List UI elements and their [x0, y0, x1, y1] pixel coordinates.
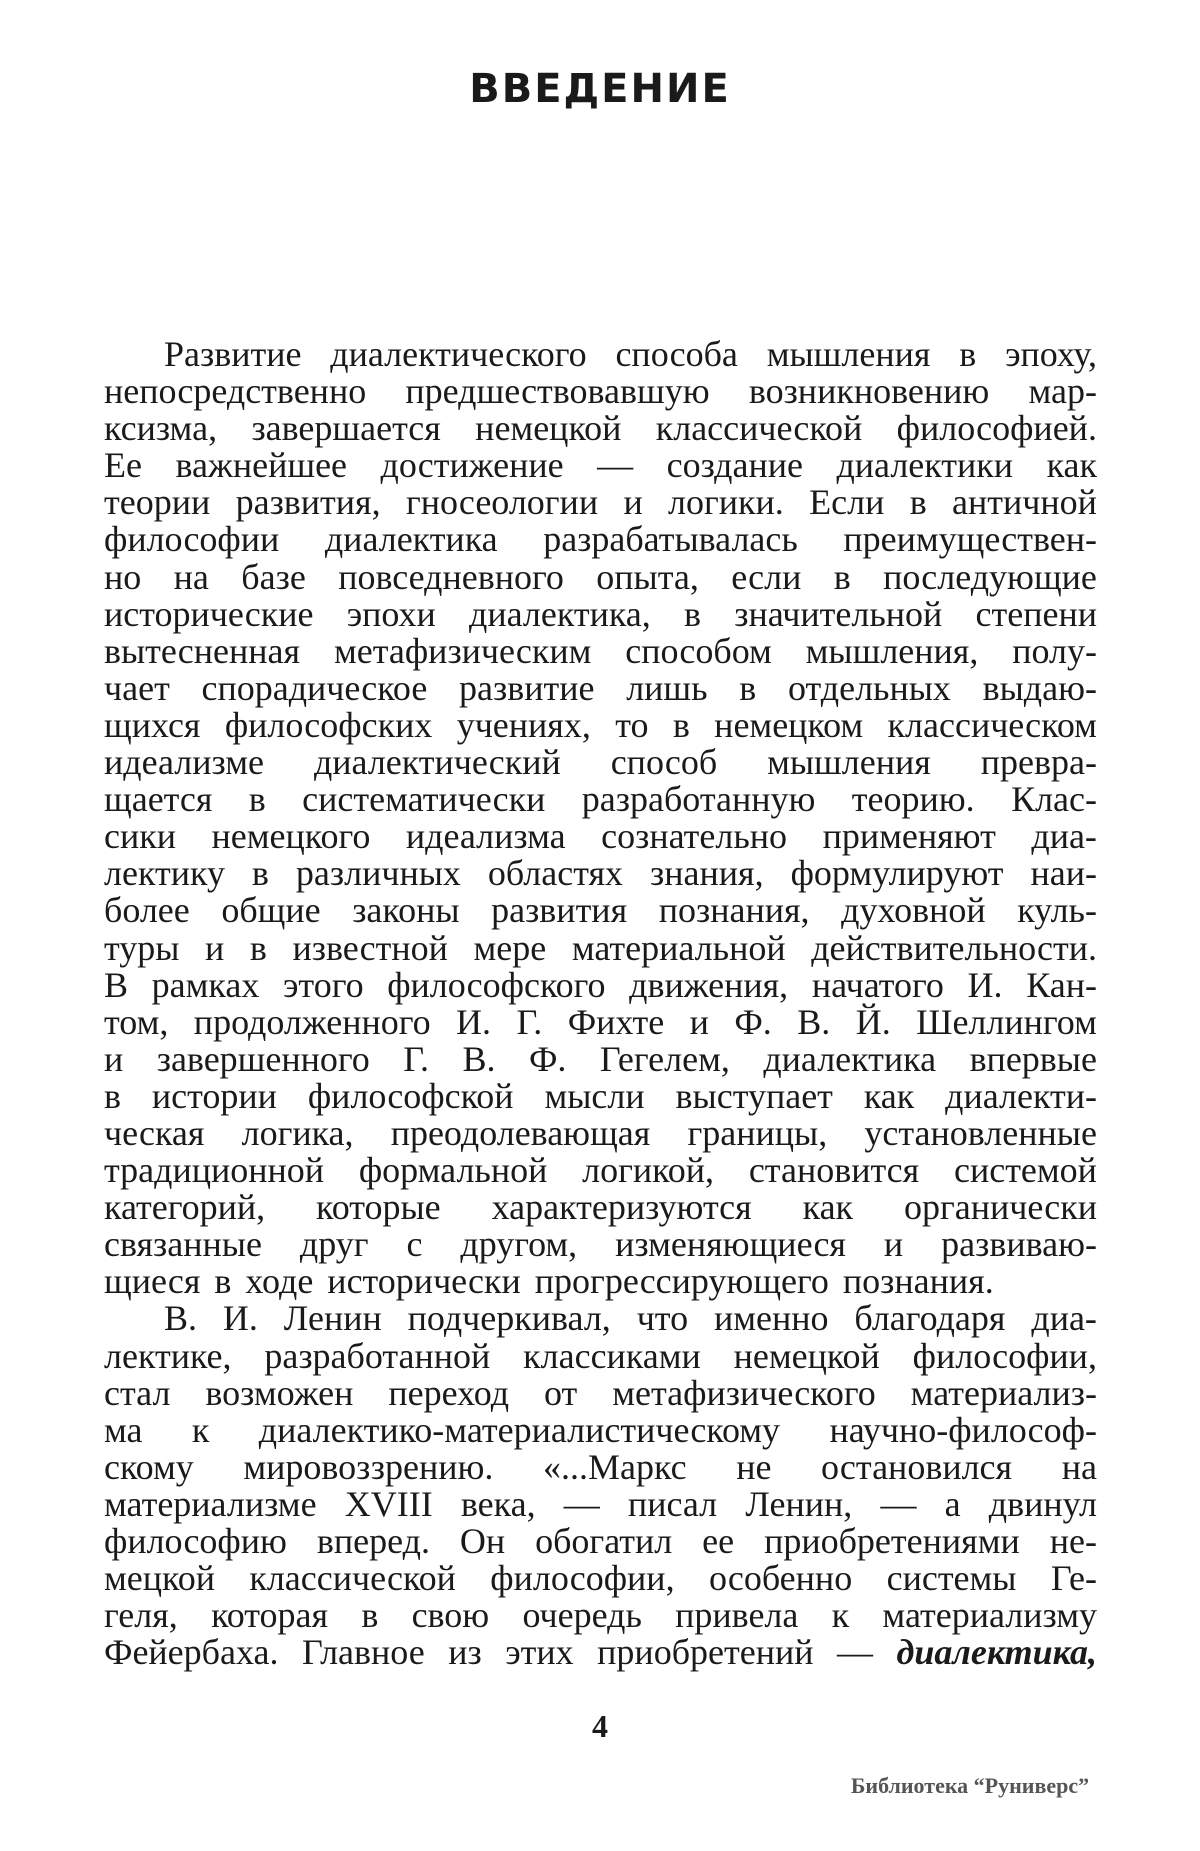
text-line: туры и в известной мере материальной действительности.: [104, 927, 1097, 968]
text-line: В. И. Ленин подчеркивал, что именно благодаря диа-: [164, 1298, 1097, 1339]
text-line: теории развития, гносеологии и логики. Если в античной: [104, 482, 1097, 523]
text-line: ческая логика, преодолевающая границы, установленные: [104, 1112, 1097, 1153]
text-line: философии диалектика разрабатывалась преимуществен-: [104, 519, 1097, 560]
text-line: ксизма, завершается немецкой классической философией.: [104, 408, 1097, 449]
text-line: материализме XVIII века, — писал Ленин, — а двинул: [104, 1483, 1097, 1524]
body-text: [104, 336, 1097, 1671]
text-line: лектику в различных областях знания, формулируют наи-: [104, 853, 1097, 894]
text-line: Ее важнейшее достижение — создание диалектики как: [104, 445, 1097, 486]
text-line: лектике, разработанной классиками немецкой философии,: [104, 1335, 1097, 1376]
text-line: мецкой классической философии, особенно системы Ге-: [104, 1558, 1097, 1599]
text-line: чает спорадическое развитие лишь в отдельных выдаю-: [104, 667, 1097, 708]
text-line: скому мировоззрению. «...Маркс не остановился на: [104, 1446, 1097, 1487]
text-line: но на базе повседневного опыта, если в последующие: [104, 556, 1097, 597]
text-line: щихся философских учениях, то в немецком классическом: [104, 704, 1097, 745]
text-line: ма к диалектико-материалистическому научно-философ-: [104, 1409, 1097, 1450]
text-line: философию вперед. Он обогатил ее приобретениями не-: [104, 1521, 1097, 1561]
text-line: щается в систематически разработанную теорию. Клас-: [104, 779, 1097, 820]
text-line: в истории философской мысли выступает как диалекти-: [104, 1075, 1097, 1116]
page-title: ВВЕДЕНИЕ: [469, 66, 731, 112]
text-line: В рамках этого философского движения, начатого И. Кан-: [104, 964, 1097, 1005]
text-line: и завершенного Г. В. Ф. Гегелем, диалектика впервые: [104, 1038, 1097, 1079]
text-line: щиеся в ходе исторически прогрессирующего познания.: [104, 1261, 994, 1302]
page-number: 4: [592, 1708, 608, 1744]
text-line: стал возможен переход от метафизического материализ-: [104, 1372, 1097, 1413]
text-line: вытесненная метафизическим способом мышления, полу-: [104, 630, 1097, 671]
text-line: сики немецкого идеализма сознательно применяют диа-: [104, 816, 1097, 857]
library-stamp: Библиотека “Руниверс”: [850, 1773, 1090, 1798]
text-line: более общие законы развития познания, духовной куль-: [104, 890, 1097, 931]
text-line: непосредственно предшествовавшую возникновению мар-: [104, 371, 1097, 412]
text-line: том, продолженного И. Г. Фихте и Ф. В. Й. Шеллингом: [104, 1001, 1097, 1042]
text-line: категорий, которые характеризуются как органически: [104, 1187, 1097, 1228]
text-line: исторические эпохи диалектика, в значительной степени: [104, 593, 1097, 634]
text-line: Развитие диалектического способа мышления в эпоху,: [164, 334, 1097, 374]
text-line: связанные друг с другом, изменяющиеся и развиваю-: [104, 1224, 1097, 1265]
text-line: геля, которая в свою очередь привела к материализму: [104, 1595, 1097, 1636]
text-line: идеализме диалектический способ мышления превра-: [104, 742, 1097, 783]
text-line: традиционной формальной логикой, становится системой: [104, 1150, 1097, 1191]
text-line: Фейербаха. Главное из этих приобретений — диалектика,: [104, 1632, 1097, 1673]
